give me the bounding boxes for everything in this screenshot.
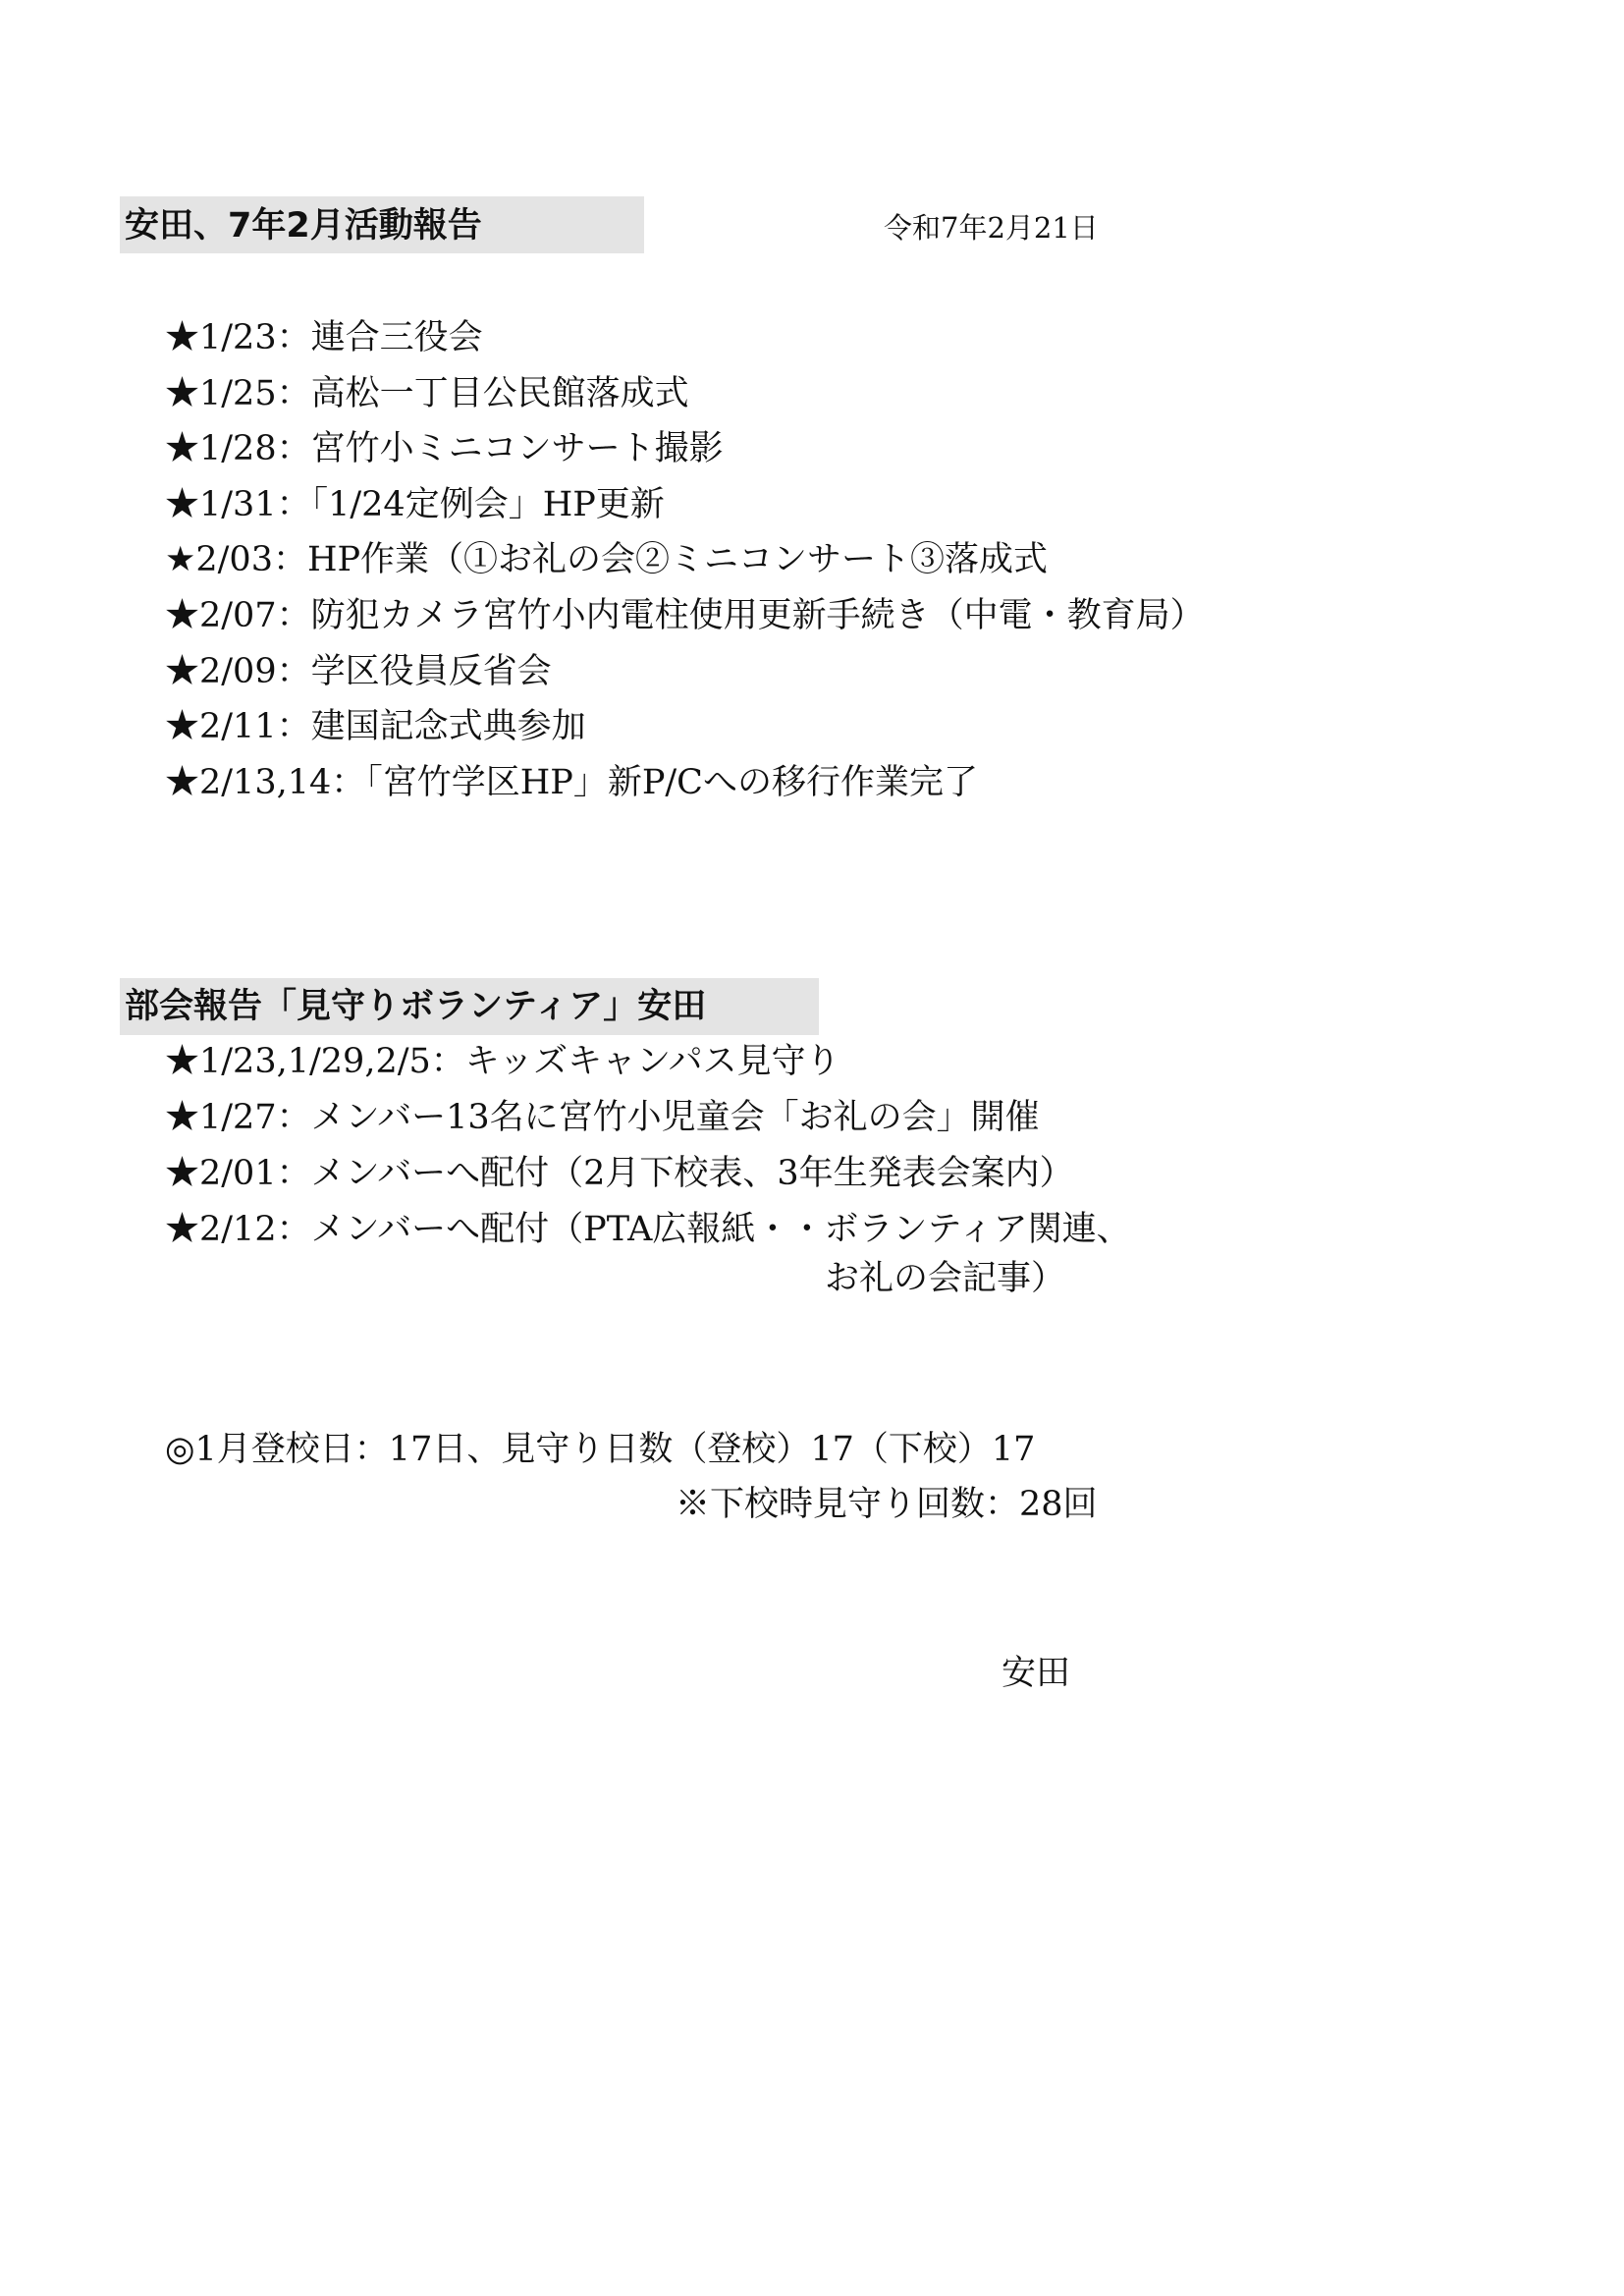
activity-item: ★2/09：学区役員反省会 [165,651,552,691]
volunteer-list [165,1034,1131,1258]
activity-item: ★1/31：「1/24定例会」HP更新 [165,484,665,524]
activity-item: ★2/03：HP作業（①お礼の会②ミニコンサート③落成式 [165,540,1049,580]
activity-item: ★2/11：建国記念式典参加 [165,707,586,747]
activity-item: ★2/13,14：「宮竹学区HP」新P/Cへの移行作業完了 [165,762,978,802]
activity-item: ★1/25：高松一丁目公民館落成式 [165,373,689,413]
activity-item: ★1/28：宮竹小ミニコンサート撮影 [165,429,724,469]
activity-item: ★1/23：連合三役会 [165,318,483,357]
section-title: 部会報告「見守りボランティア」安田 [125,987,707,1026]
activity-list [165,310,1205,810]
activity-item: ★2/07：防犯カメラ宮竹小内電柱使用更新手続き（中電・教育局） [165,595,1205,635]
volunteer-item: ★1/27：メンバー13名に宮竹小児童会「お礼の会」開催 [165,1098,1040,1137]
report-date: 令和7年2月21日 [884,211,1099,245]
attendance-summary: ◎1月登校日：17日、見守り日数（登校）17（下校）17 [165,1430,1036,1469]
attendance-note: ※下校時見守り回数：28回 [676,1485,1098,1524]
volunteer-item: ★2/12：メンバーへ配付（PTA広報紙・・ボランティア関連、 [165,1210,1131,1249]
volunteer-item: ★1/23,1/29,2/5：キッズキャンパス見守り [165,1042,840,1081]
signature: 安田 [1001,1654,1071,1693]
volunteer-item: ★2/01：メンバーへ配付（2月下校表、3年生発表会案内） [165,1154,1074,1193]
report-title: 安田、7年2月活動報告 [125,206,482,246]
volunteer-item-continuation: お礼の会記事） [825,1259,1066,1298]
